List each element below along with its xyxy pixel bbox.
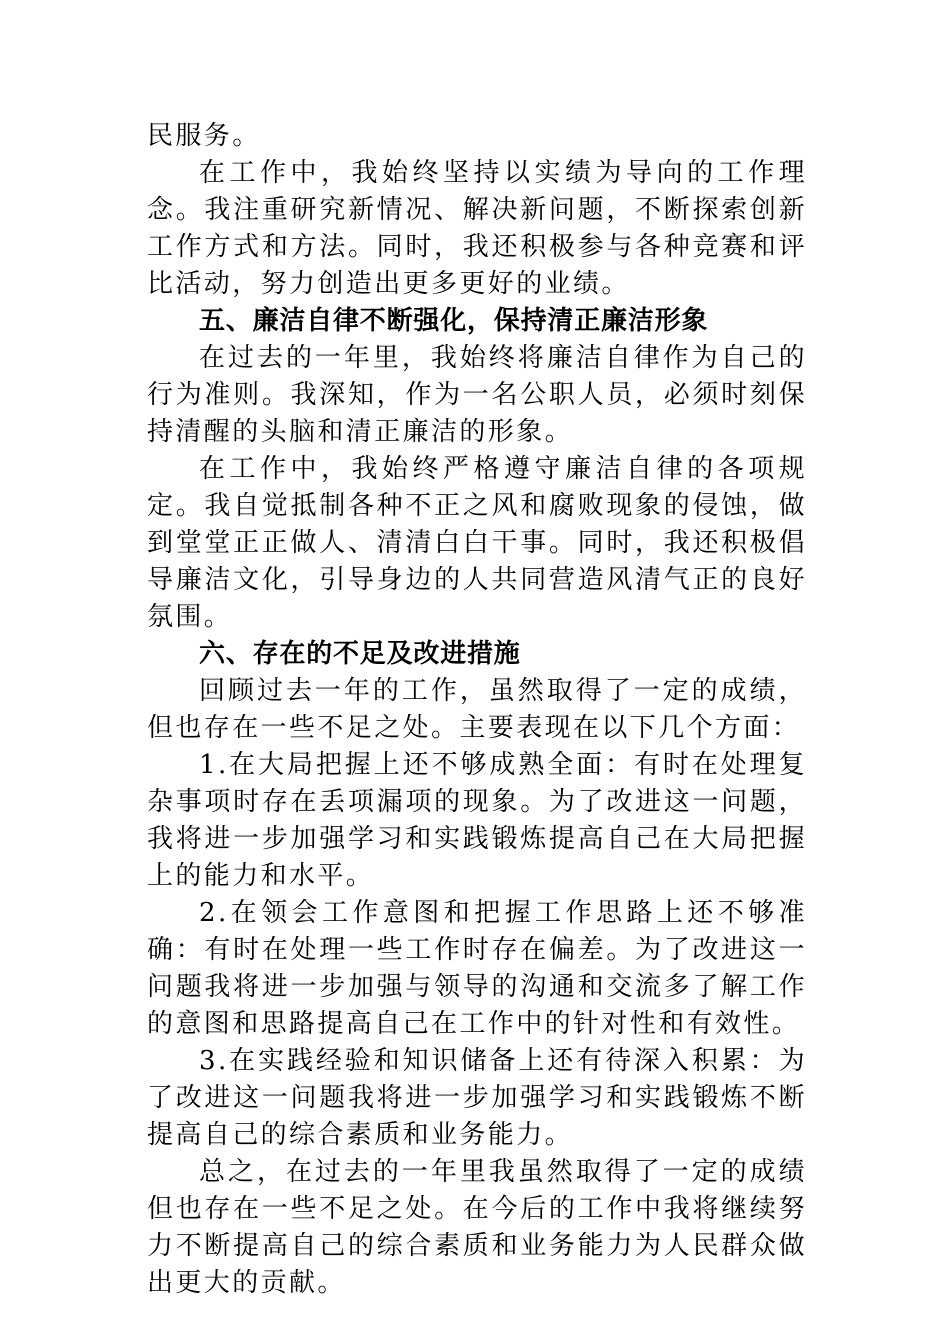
section-heading-shortcomings: 六、存在的不足及改进措施: [199, 639, 521, 669]
document-body: [147, 118, 807, 1302]
list-item-shortcoming-2: 2.在领会工作意图和把握工作思路上还不够准确：有时在处理一些工作时存在偏差。为了改进这一问题我将进一步加强与领导的沟通和交流多了解工作的意图和思路提高自己在工作中的针对性和有效性。: [147, 898, 807, 1039]
paragraph-integrity-principle: 在过去的一年里，我始终将廉洁自律作为自己的行为准则。我深知，作为一名公职人员，必须时刻保持清醒的头脑和清正廉洁的形象。: [147, 343, 807, 447]
paragraph-conclusion: 总之，在过去的一年里我虽然取得了一定的成绩但也存在一些不足之处。在今后的工作中我将继续努力不断提高自己的综合素质和业务能力为人民群众做出更大的贡献。: [147, 1157, 807, 1298]
paragraph-work-performance: 在工作中，我始终坚持以实绩为导向的工作理念。我注重研究新情况、解决新问题，不断探索创新工作方式和方法。同时，我还积极参与各种竞赛和评比活动，努力创造出更多更好的业绩。: [147, 158, 807, 299]
paragraph-shortcomings-intro: 回顾过去一年的工作，虽然取得了一定的成绩，但也存在一些不足之处。主要表现在以下几个方面：: [147, 676, 807, 743]
list-item-shortcoming-1: 1.在大局把握上还不够成熟全面：有时在处理复杂事项时存在丢项漏项的现象。为了改进这一问题，我将进一步加强学习和实践锻炼提高自己在大局把握上的能力和水平。: [147, 750, 807, 891]
section-heading-integrity: 五、廉洁自律不断强化，保持清正廉洁形象: [199, 306, 709, 336]
paragraph-continuation: 民服务。: [147, 121, 261, 151]
paragraph-integrity-practice: 在工作中，我始终严格遵守廉洁自律的各项规定。我自觉抵制各种不正之风和腐败现象的侵蚀，做到堂堂正正做人、清清白白干事。同时，我还积极倡导廉洁文化，引导身边的人共同营造风清气正的良好氛围。: [147, 454, 807, 632]
list-item-shortcoming-3: 3.在实践经验和知识储备上还有待深入积累：为了改进这一问题我将进一步加强学习和实践锻炼不断提高自己的综合素质和业务能力。: [147, 1046, 807, 1150]
